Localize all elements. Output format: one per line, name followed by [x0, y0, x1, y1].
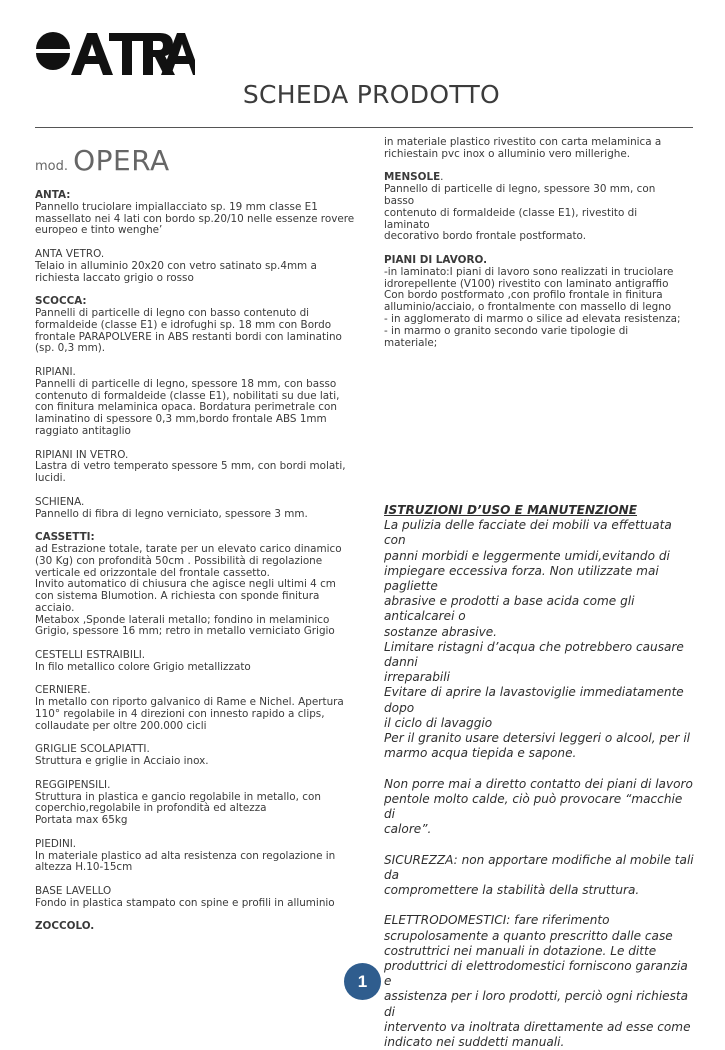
spec-body: in materiale plastico rivestito con carta melaminica a richiestain pvc inox o alluminio vero millerighe.: [384, 136, 662, 160]
spec-section: [35, 780, 355, 827]
spec-heading: SCHIENA.: [35, 495, 85, 508]
spec-body: In materiale plastico ad alta resistenza con regolazione in altezza H.10-15cm: [35, 849, 336, 874]
spec-heading: GRIGLIE SCOLAPIATTI.: [35, 743, 150, 756]
spec-body: Lastra di vetro temperato spessore 5 mm, con bordi molati, lucidi.: [35, 460, 346, 485]
spec-body: In filo metallico colore Grigio metallizzato: [35, 660, 251, 673]
atra-logo: [35, 30, 195, 78]
spec-heading: ANTA VETRO.: [35, 247, 105, 260]
model-name: [35, 144, 170, 177]
spec-body: Pannello di fibra di legno verniciato, spessore 3 mm.: [35, 507, 308, 520]
header-divider: [35, 127, 693, 128]
spec-heading: RIPIANI.: [35, 365, 76, 378]
spec-section: [384, 172, 684, 243]
page-number-badge: 1: [344, 963, 381, 1000]
spec-body: Pannello truciolare impiallacciato sp. 19 mm classe E1 massellato nei 4 lati con bordo sp.20/10 nelle essenze rovere europeo e tinto wenghe’: [35, 200, 355, 237]
care-instructions: [384, 503, 694, 1050]
spec-section: [35, 497, 355, 521]
spec-heading: REGGIPENSILI.: [35, 778, 111, 791]
spec-body: In metallo con riporto galvanico di Rame e Nichel. Apertura 110° regolabile in 4 direzioni con innesto rapido a clips, collaudate per oltre 200.000 cicli: [35, 696, 344, 732]
right-column: [384, 137, 684, 361]
spec-section: [35, 685, 355, 732]
spec-body: Struttura in plastica e gancio regolabile in metallo, con coperchio,regolabile in profondità ed altezza Portata max 65kg: [35, 790, 321, 827]
spec-section: [35, 450, 355, 485]
spec-section: [35, 650, 355, 674]
spec-heading: ZOCCOLO.: [35, 920, 95, 933]
spec-section: [35, 367, 355, 438]
spec-body: Pannelli di particelle di legno con basso contenuto di formaldeide (classe E1) e idrofughi sp. 18 mm con Bordo frontale PARAPOLVERE in ABS restanti bordi con laminatino (sp. 0,3 mm).: [35, 306, 342, 355]
spec-section: [384, 137, 684, 161]
spec-section: [35, 886, 355, 910]
spec-heading: PIEDINI.: [35, 837, 77, 850]
care-paragraph: ELETTRODOMESTICI: fare riferimento scrupolosamente a quanto prescritto dalle case costruttrici nei manuali in dotazione. Le ditte produttrici di elettrodomestici forniscono garanzia e assistenza per i loro prodotti, perciò ogni richiesta di intervento va inoltrata direttamente ad esse come indicato nei suddetti manuali.: [384, 913, 691, 1050]
spec-section: [35, 249, 355, 284]
left-column: [35, 190, 355, 945]
spec-heading: BASE LAVELLO: [35, 885, 112, 898]
spec-heading: SCOCCA:: [35, 295, 87, 308]
model-prefix: mod.: [35, 159, 69, 174]
spec-heading: CESTELLI ESTRAIBILI.: [35, 649, 146, 662]
spec-section: [35, 744, 355, 768]
spec-body: -in laminato:I piani di lavoro sono realizzati in truciolare idrorepellente (V100) rivestito con laminato antigraffio Con bordo postformato ,con profilo frontale in finitura alluminio/acciaio, o frontalmente con massello di legno - in agglomerato di marmo o silice ad elevata resistenza; - in marmo o granito secondo varie tipologie di materiale;: [384, 265, 681, 349]
model-title: OPERA: [73, 144, 170, 177]
spec-heading: MENSOLE: [384, 171, 441, 184]
spec-heading: RIPIANI IN VETRO.: [35, 448, 129, 461]
spec-section: [35, 532, 355, 638]
care-paragraph: La pulizia delle facciate dei mobili va effettuata con panni morbidi e leggermente umidi,evitando di impiegare eccessiva forza. Non utilizzate mai pagliette abrasive e prodotti a base acida come gli anticalcarei o sostanze abrasive. Limitare ristagni d’acqua che potrebbero causare danni irreparabili Evitare di aprire la lavastoviglie immediatamente dopo il ciclo di lavaggio Per il granito usare detersivi leggeri o alcool, per il marmo acqua tiepida e sapone.: [384, 518, 691, 761]
spec-section: [35, 296, 355, 355]
spec-heading: PIANI DI LAVORO.: [384, 253, 488, 266]
spec-section: [35, 921, 355, 933]
spec-heading: CASSETTI:: [35, 531, 95, 544]
spec-body: ad Estrazione totale, tarate per un elevato carico dinamico (30 Kg) con profondità 50cm . Possibilità di regolazione verticale ed orizzontale del frontale cassetto. Invito automatico di chiusura che agisce negli ultimi 4 cm con sistema Blumotion. A richiesta con sponde finitura acciaio. Metabox ,Sponde laterali metallo; fondino in melaminico Grigio, spessore 16 mm; retro in metallo verniciato Grigio: [35, 542, 342, 638]
care-paragraph: SICUREZZA: non apportare modifiche al mobile tali da compromettere la stabilità della struttura.: [384, 852, 694, 898]
care-title: ISTRUZIONI D’USO E MANUTENZIONE: [384, 503, 638, 517]
spec-body: Struttura e griglie in Acciaio inox.: [35, 755, 209, 768]
spec-section: [384, 255, 684, 349]
spec-body: Telaio in alluminio 20x20 con vetro satinato sp.4mm a richiesta laccato grigio o rosso: [35, 259, 317, 284]
spec-section: [35, 190, 355, 237]
spec-section: [35, 839, 355, 874]
spec-heading: ANTA:: [35, 189, 71, 201]
spec-body: Pannelli di particelle di legno, spessore 18 mm, con basso contenuto di formaldeide (classe E1), nobilitati su due lati, con finitura melaminica opaca. Bordatura perimetrale con laminatino di spessore 0,3 mm,bordo frontale ABS 1mm raggiato antitaglio: [35, 377, 340, 437]
spec-heading-suffix: .: [440, 171, 444, 184]
page-title: SCHEDA PRODOTTO: [242, 80, 500, 109]
spec-heading: CERNIERE.: [35, 684, 91, 697]
spec-body: Fondo in plastica stampato con spine e profili in alluminio: [35, 896, 335, 909]
spec-body: Pannello di particelle di legno, spessore 30 mm, con basso contenuto di formaldeide (classe E1), rivestito di laminato decorativo bordo frontale postformato.: [384, 183, 656, 243]
care-paragraph: Non porre mai a diretto contatto dei piani di lavoro pentole molto calde, ciò può provocare “macchie di calore”.: [384, 776, 693, 837]
